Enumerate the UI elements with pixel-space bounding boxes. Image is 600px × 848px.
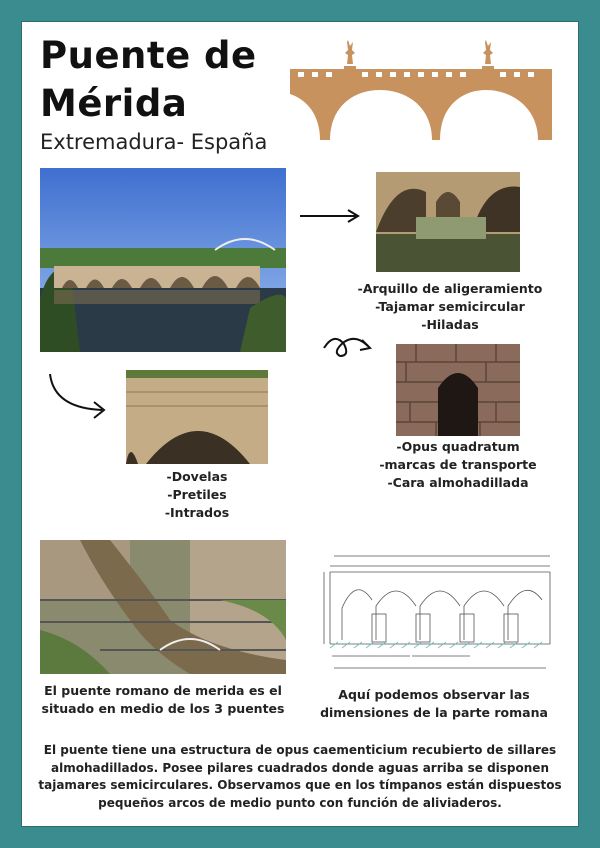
caption-line: situado en medio de los 3 puentes — [41, 701, 285, 716]
stonework-photo — [396, 344, 520, 436]
description-line: almohadillados. Posee pilares cuadrados donde aguas arriba se disponen — [51, 760, 549, 775]
drawing-caption — [308, 686, 560, 722]
caption-line: -Arquillo de aligeramiento — [357, 281, 543, 296]
description-line: El puente tiene una estructura de opus caementicium recubierto de sillares — [43, 743, 557, 757]
description-text — [32, 742, 568, 812]
aerial-photo — [40, 540, 286, 674]
curly-arrow-icon — [322, 330, 378, 366]
caption-line: -Opus quadratum — [396, 439, 520, 454]
dimension-drawing — [320, 544, 556, 674]
caption-line: -Tajamar semicircular — [375, 299, 525, 314]
page-subtitle: Extremadura- España — [40, 130, 268, 154]
arches-detail-photo — [376, 172, 520, 272]
caption-line: -Pretiles — [167, 487, 227, 502]
description-line: pequeños arcos de medio punto con función de aliviaderos. — [98, 795, 502, 810]
caption-line: -Hiladas — [421, 317, 479, 332]
caption-line: Aquí podemos observar las — [338, 687, 530, 702]
voussoirs-caption — [142, 468, 252, 522]
caption-line: -Dovelas — [166, 469, 228, 484]
title-line-1: Puente de — [40, 34, 257, 77]
arches-caption — [350, 280, 550, 334]
voussoirs-photo — [126, 370, 268, 464]
page-title — [40, 32, 290, 128]
poster — [22, 22, 578, 826]
caption-line: -Intrados — [164, 505, 230, 520]
title-line-2: Mérida — [40, 82, 188, 125]
aerial-caption — [36, 682, 290, 718]
bridge-logo-icon — [290, 36, 552, 140]
curved-arrow-icon — [46, 372, 108, 420]
caption-line: -Cara almohadillada — [387, 475, 529, 490]
arrow-right-icon — [298, 206, 362, 226]
bridge-photo — [40, 168, 286, 352]
description-line: tajamares semicirculares. Observamos que en los tímpanos están dispuestos — [38, 778, 562, 792]
caption-line: El puente romano de merida es el — [44, 683, 282, 698]
caption-line: -marcas de transporte — [379, 457, 537, 472]
caption-line: dimensiones de la parte romana — [320, 705, 548, 720]
stonework-caption — [366, 438, 550, 492]
